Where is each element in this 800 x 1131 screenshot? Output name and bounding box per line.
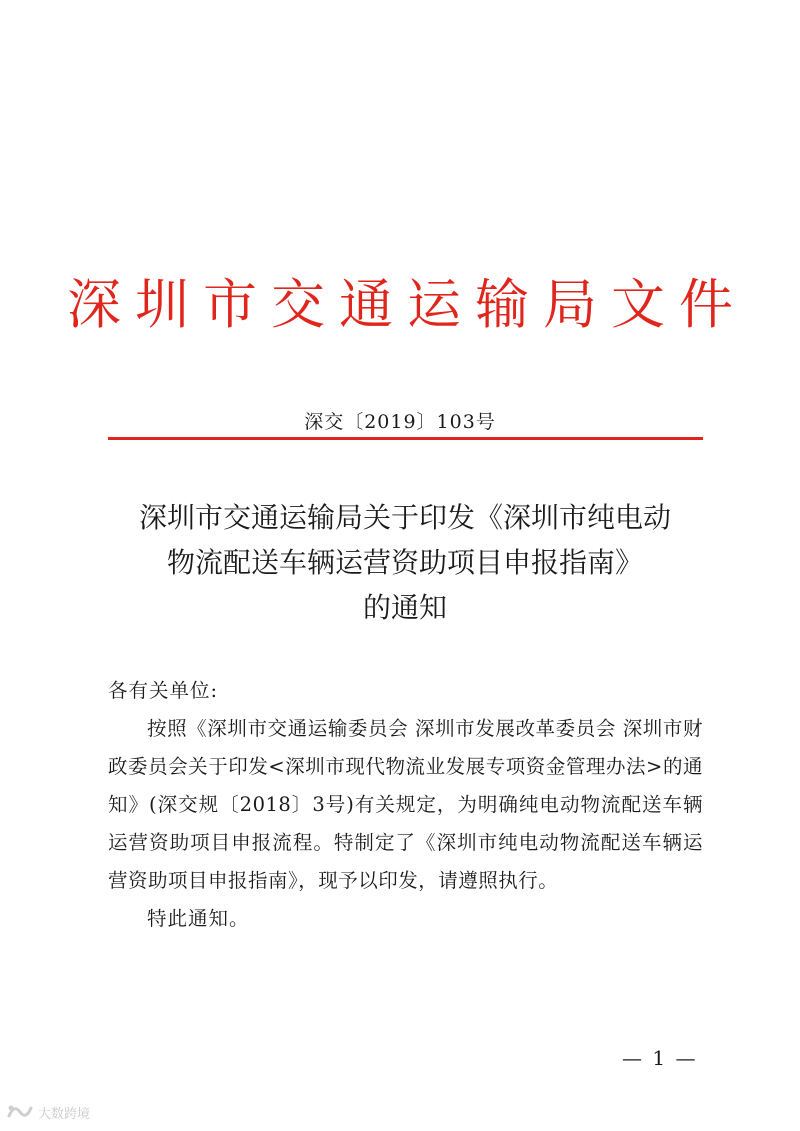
notice-title-line-1: 深圳市交通运输局关于印发《深圳市纯电动 — [138, 501, 671, 534]
red-divider — [108, 437, 703, 440]
body-paragraph: 按照《深圳市交通运输委员会 深圳市发展改革委员会 深圳市财政委员会关于印发<深圳市现代物流业发展专项资金管理办法>的通知》(深交规〔2018〕3号)有关规定，为明确纯电动物流配送车辆运营资助项目申报流程。特制定了《深圳市纯电动物流配送车辆运营资助项目申报指南》，现予以印发，请遵照执行。 — [108, 717, 703, 892]
watermark-text: 大数跨境 — [38, 1106, 91, 1122]
salutation: 各有关单位: — [108, 679, 219, 702]
notice-title — [100, 495, 710, 630]
logo-icon — [6, 1102, 34, 1122]
page-number: — 1 — — [622, 1046, 698, 1070]
notice-title-line-2: 物流配送车辆运营资助项目申报指南》 — [166, 546, 643, 579]
issuer-title: 深圳市交通运输局文件 — [67, 273, 747, 336]
closing-line: 特此通知。 — [147, 907, 250, 930]
notice-body — [108, 672, 703, 938]
document-number: 深交〔2019〕103号 — [304, 411, 496, 433]
notice-title-line-3: 的通知 — [362, 591, 447, 624]
watermark — [6, 1102, 90, 1122]
